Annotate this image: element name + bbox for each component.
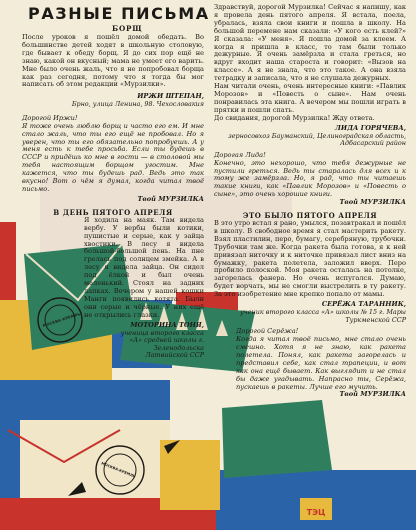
reply-greeting: Дорогой Иржи!: [22, 113, 78, 122]
it-heading: ЭТО БЫЛО ПЯТОГО АПРЕЛЯ: [242, 211, 378, 221]
postmark-left-text: МОСКВА-КРЕМЛЬ: [42, 312, 81, 328]
april-heading: В ДЕНЬ ПЯТОГО АПРЕЛЯ: [53, 207, 173, 217]
it-text: В это утро встал я рано, умылся, позавтракал и пошёл в школу. В свободное время я стал мастерить ракету. Взял пластилин, перо, бумагу, серебряную, трубочки. Трубочки там же. Когда ракета была готова, я к ней привязал ниточку и к ниточке привязал лист вниз на бумажку, ракета полетела, заложил вверх. Перо пробило полоской. Моя ракета осталась на потолке, загорелась фанера. Но очень испугался. Думаю, будет ворчать, мы не смогли выстрелить в ту ракету. За это изобретение мне крепко попало от мамы.: [214, 219, 406, 299]
borsch-address: Брно, улица Ленина, 98. Чехословакия: [71, 100, 204, 109]
mini-stamp: [300, 500, 332, 520]
seryozha-greeting: Дорогой Серёжа!: [236, 327, 299, 336]
lida-signature: ЛИДА ГОРЯЧЕВА,: [335, 123, 406, 132]
borsch-letter: После уроков я пошёл домой обедать. Во большинстве детей ходят в школьную столовую, где бывает к обеду борщ. Я до сих пор ещё не знаю, какой он вкусный; мама не умеет его варить. Мне было очень жаль, что я не попробовал борща как раз сегодня, потому что я тогда бы мог написать об этом редакции «Мурзилки».: [22, 33, 204, 89]
april-signature: МОТОРИНА ТОНЯ,: [130, 320, 204, 329]
lida-reply-greeting: Дорогая Лида!: [214, 150, 266, 159]
section-subtitle: БОРЩ: [112, 24, 143, 33]
greeting-letter: Здравствуй, дорогой Мурзилка! Сейчас я напишу, как я провела день пятого апреля. Я встала, поела, убралась, взяла свои книги и пошла в школу. На большой перемене нам сказали: «У кого есть клей?» Я сказала: «У меня». Я пошла домой за клеем. А когда я пришла в класс, то там были только дежурные. Я очень замёрзла и стала греться, но вдруг входит наша староста и говорит: «Вызов на классе». А я не знала, что это такое. А она взяла тетрадку и записала, что я не слушала дежурных.: [214, 3, 406, 83]
greeting-letter-3: До свидания, дорогой Мурзилка! Жду ответа.: [214, 113, 375, 122]
mini-stamp-text: ТЭЦ: [306, 508, 326, 517]
it-address: ученик второго класса «А» школы № 15 г. Мары Туркменской ССР: [240, 308, 406, 324]
page-title: РАЗНЫЕ ПИСЬМА: [28, 4, 210, 23]
reply-text: Я тоже очень люблю борщ и часто его ем. И мне стало жаль, что ты его ещё не пробовал. Но я уверен, что ты его обязательно попробуешь. А у меня есть к тебе просьба. Если ты будешь в СССР и придёшь ко мне в гости — в столовой мы тебя настоящим борщом угостим. Мне кажется, что ты будешь рад. Ведь это так вкусно! Вот о чём я думал, когда читал твоё письмо.: [22, 121, 204, 193]
left-column: [22, 34, 204, 360]
it-signature: СЕРЁЖА ТАРАННИК,: [321, 300, 406, 309]
greeting-letter-2: Нам читали очень, очень интересные книги: «Павлик Морозов» и «Повесть о сыне». Нам очень понравилась эта книга. А вечером мы пошли играть в прятки и пошли спать.: [214, 82, 406, 114]
lida-address: зерносовхоз Бауманский, Целиноградская область, Адбасарский район: [228, 131, 406, 148]
postmark-right-text: МОСКВА-КРЕМЛЬ: [100, 461, 136, 479]
reply-signature: Твой МУРЗИЛКА: [137, 194, 204, 203]
april-text: Я ходила на маяк. Там видела вербу. У вербы были котики, пушистые и серые, как у зайца хвостики. В лесу я видела большой-большой пень. На пне грелась под солнцем змейка. А в лесу я видела зайца. Он сидел под ёлкой и был очень маленький. Стоял на задних лапках. Вечером у нашей кошки Манги появились котята. Были они серые и чёрные. У них ещё не открылись глазки.: [84, 215, 204, 319]
seryozha-reply: [236, 328, 406, 399]
postmark-right: [96, 448, 144, 496]
right-column: [214, 4, 406, 399]
seryozha-text: Когда я читал твоё письмо, мне стало очень смешно. Хотя я не знаю, как ракета полетела. Понял, как ракета загорелась и представил себе, как стал трапеции, и вот как она ещё бывает. Как выглядит и не стал бы даже угадывать. Напрасно ты, Серёжа, пускаешь в ракеты. Лучше его мучить.: [236, 335, 406, 391]
seryozha-signature: Твой МУРЗИЛКА: [339, 390, 406, 399]
lida-reply-signature: Твой МУРЗИЛКА: [339, 198, 406, 207]
borsch-signature: ИРЖИ ШТЕПАН,: [137, 92, 204, 101]
april-address: ученица второго класса «А» средней школы г. Зеленодольска Латвийской ССР: [120, 328, 204, 360]
lida-reply-text: Конечно, это нехорошо, что тебя дежурные не пустили греться. Ведь ты старалась для всех и к тому же замёрзла. Но, я рад, что ты читаешь такие книги, как «Павлик Морозов» и «Повесть о сыне», это очень хорошие книги.: [214, 158, 406, 199]
